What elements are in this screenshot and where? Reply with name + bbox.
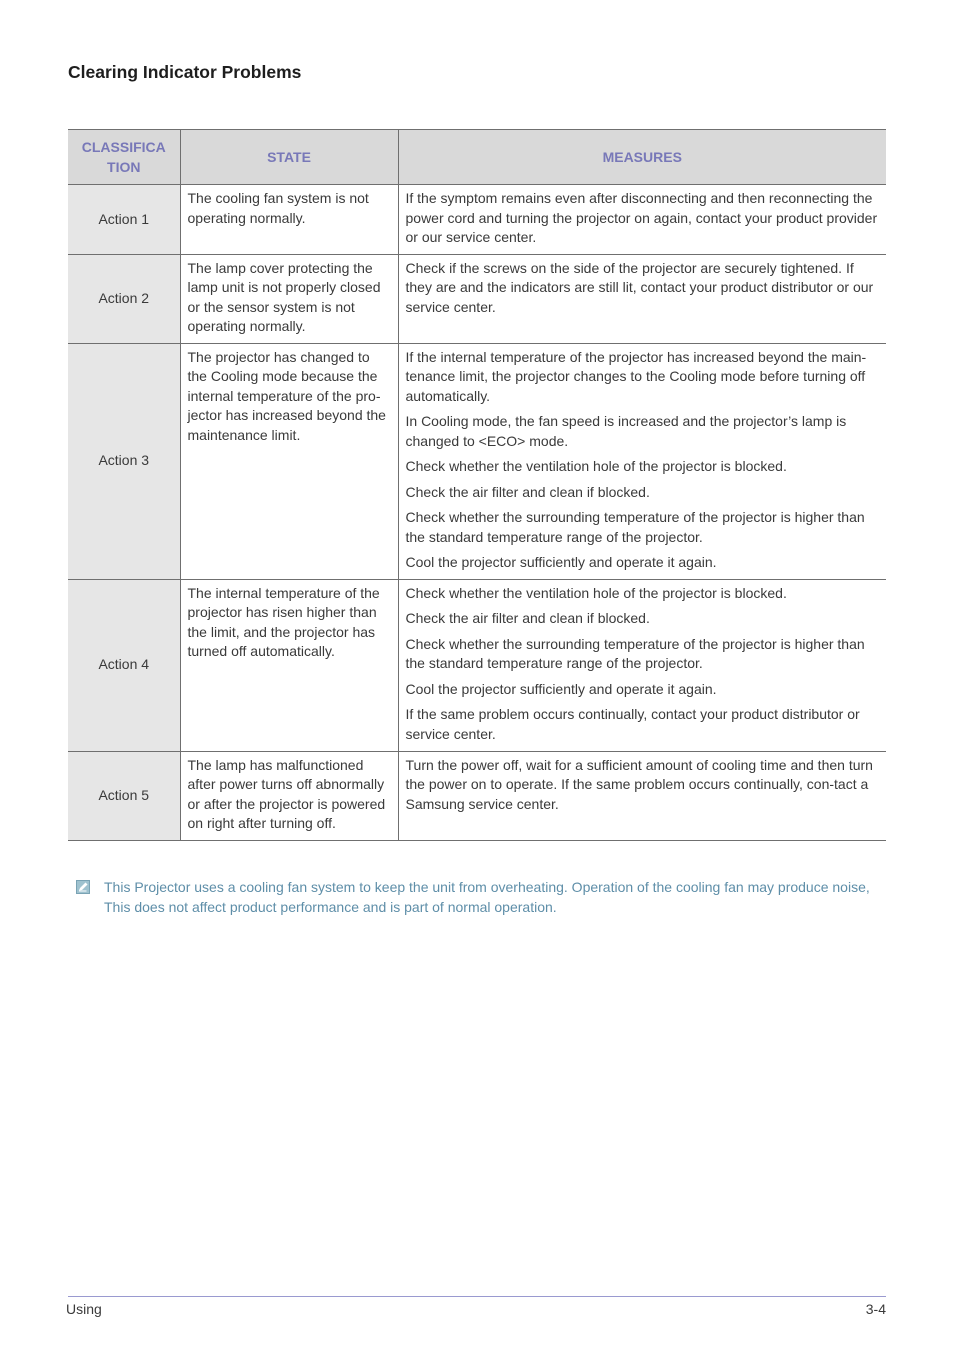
header-measures: MEASURES [398,130,886,185]
state-cell: The lamp has malfunctioned after power turns off abnormally or after the projector is powered on right after turning off. [180,751,398,840]
header-classification: CLASSIFICA TION [68,130,180,185]
measure-text: Check the air filter and clean if blocked. [405,483,650,500]
classification-cell: Action 4 [68,579,180,751]
measure-text: Check whether the surrounding temperature of the projector is higher than the standard temperature range of the projector. [405,635,865,671]
measures-cell [398,254,886,343]
page-title: Clearing Indicator Problems [68,62,302,82]
table-row [68,185,886,255]
measure-text: Cool the projector sufficiently and operate it again. [405,680,717,697]
note-line: This Projector uses a cooling fan system to keep the unit from overheating. Operation of the cooling fan may produce noise, [104,879,870,895]
table-row [68,343,886,579]
measure-text: If the symptom remains even after disconnecting and then reconnecting the power cord and turning the projector on again, contact your product provider or our service center. [405,190,878,245]
measure-text: Check whether the ventilation hole of the projector is blocked. [405,458,787,474]
footer-divider [68,1296,886,1297]
classification-cell: Action 5 [68,751,180,840]
table-row [68,579,886,751]
measure-text: If the same problem occurs continually, contact your product distributor or service center. [405,706,860,742]
note-line: This does not affect product performance and is part of normal operation. [104,899,557,915]
state-cell: The internal temperature of the projector has risen higher than the limit, and the projector has turned off automatically. [180,579,398,751]
measure-text: Cool the projector sufficiently and operate it again. [405,554,717,570]
note-text [104,877,888,917]
header-state: STATE [180,130,398,185]
classification-cell: Action 1 [68,185,180,255]
measure-text: In Cooling mode, the fan speed is increased and the projector’s lamp is changed to <ECO> mode. [405,413,847,449]
measures-cell [398,343,886,579]
note-box [76,877,888,917]
measure-text: Check whether the ventilation hole of the projector is blocked. [405,584,787,601]
state-cell: The cooling fan system is not operating normally. [180,185,398,255]
measure-text: Turn the power off, wait for a sufficient amount of cooling time and then turn the power on to operate. If the same problem occurs continually, con-tact a Samsung service center. [405,756,873,812]
measures-cell [398,751,886,840]
classification-cell: Action 2 [68,254,180,343]
measures-cell [398,185,886,255]
measure-text: If the internal temperature of the projector has increased beyond the main-tenance limit, the projector changes to the Cooling mode before turning off automatically. [405,348,867,404]
state-cell: The projector has changed to the Cooling mode because the internal temperature of the pro-jector has increased beyond the maintenance limit. [180,343,398,579]
measure-text: Check if the screws on the side of the projector are securely tightened. If they are and the indicators are still lit, contact your product distributor or our service center. [405,259,874,315]
note-icon [76,880,90,894]
table-header-row [68,130,886,185]
table-row [68,751,886,840]
measures-cell [398,579,886,751]
indicator-table [68,129,886,841]
table-row [68,254,886,343]
measure-text: Check whether the surrounding temperature of the projector is higher than the standard temperature range of the projector. [405,509,865,545]
footer-page-number: 3-4 [865,1301,886,1317]
state-cell: The lamp cover protecting the lamp unit is not properly closed or the sensor system is not operating normally. [180,254,398,343]
measure-text: Check the air filter and clean if blocked. [405,610,650,626]
footer-section-label: Using [66,1301,102,1317]
classification-cell: Action 3 [68,343,180,579]
